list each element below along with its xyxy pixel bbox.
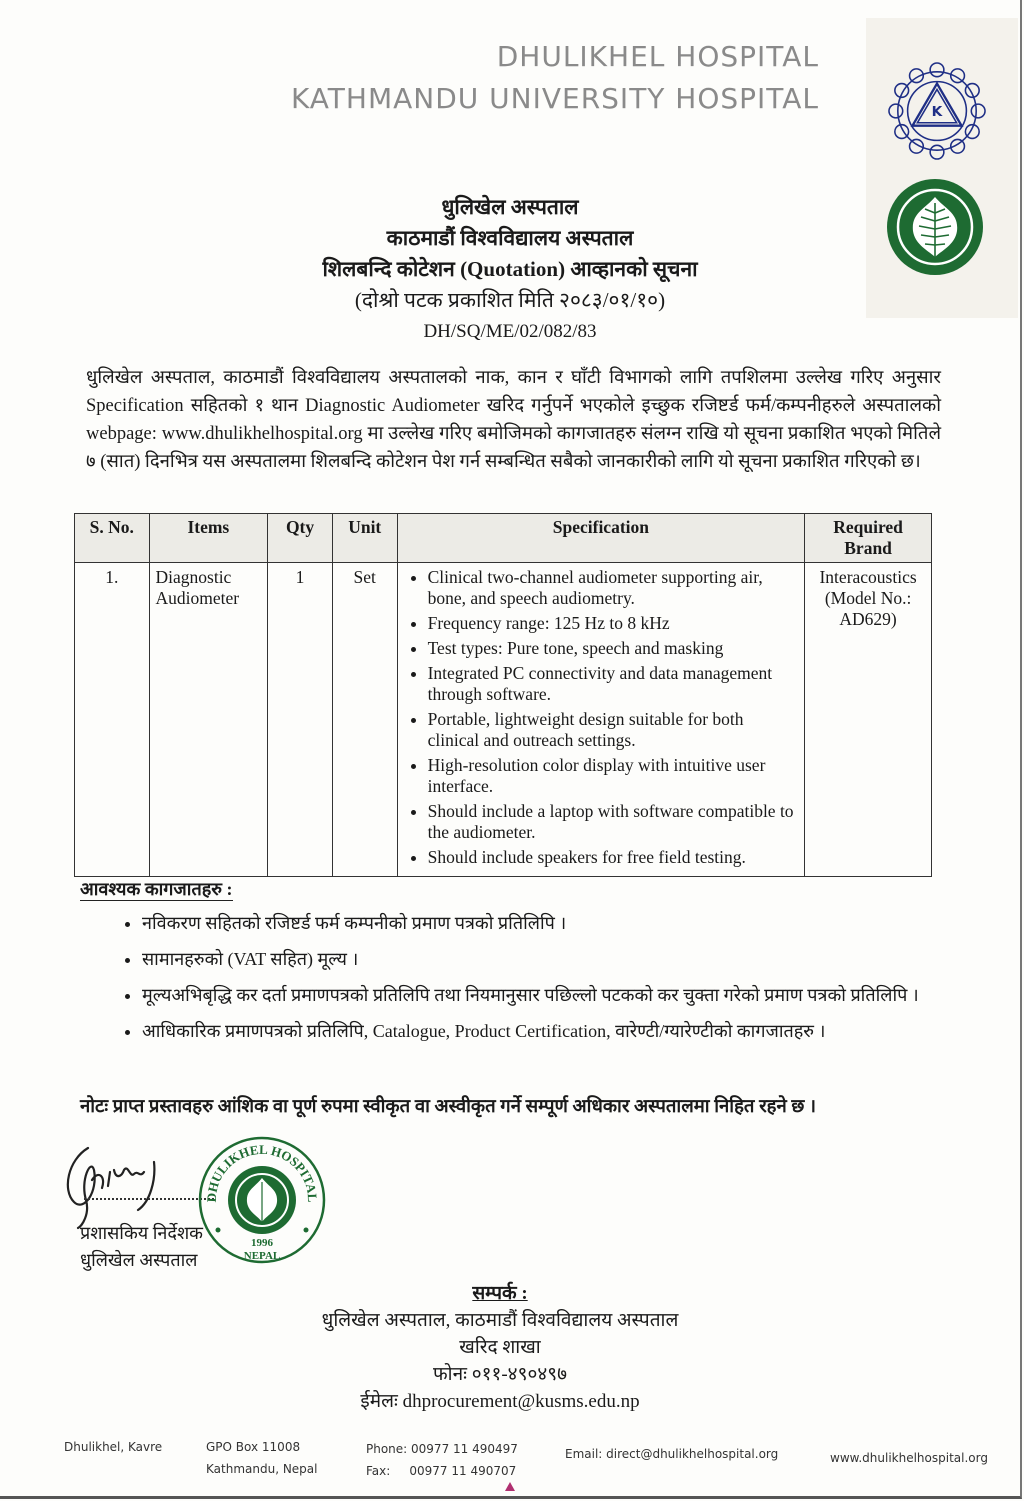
- spec-item: • Integrated PC connectivity and data management through software.: [428, 663, 799, 705]
- stamp-top-text: DHULIKHEL HOSPITAL: [203, 1141, 321, 1203]
- footer-pobox: GPO Box 11008: [206, 1440, 301, 1454]
- contact-phone: फोनः ०११-४९०४९७: [433, 1364, 567, 1385]
- table-row: [75, 563, 932, 877]
- spec-item: • Clinical two-channel audiometer supporting air, bone, and speech audiometry.: [428, 567, 799, 609]
- publication-date: (दोश्रो पटक प्रकाशित मिति २०८३/०१/१०): [354, 288, 666, 312]
- specification-table: [74, 513, 932, 877]
- hospital-stamp-icon: [196, 1134, 328, 1266]
- required-document-item: • मूल्यअभिबृद्धि कर दर्ता प्रमाणपत्रको प्रतिलिपि तथा नियमानुसार पछिल्लो पटकको कर चुक्ता गरेको प्रमाण पत्रको प्रतिलिपि ।: [142, 982, 962, 1008]
- col-header-brand: Required Brand: [805, 514, 932, 563]
- notice-title-block: [200, 192, 820, 347]
- cell-sno: 1.: [75, 563, 150, 877]
- spec-item: • Portable, lightweight design suitable for both clinical and outreach settings.: [428, 709, 799, 751]
- kathmandu-university-logo-icon: [888, 62, 986, 160]
- required-documents-list: [108, 910, 962, 1054]
- spec-item: • High-resolution color display with intuitive user interface.: [428, 755, 799, 797]
- signature-icon: [58, 1140, 198, 1230]
- required-document-item: • नविकरण सहितको रजिष्टर्ड फर्म कम्पनीको प्रमाण पत्रको प्रतिलिपि ।: [142, 910, 962, 936]
- col-header-qty: Qty: [268, 514, 333, 563]
- reference-number: DH/SQ/ME/02/082/83: [423, 321, 597, 342]
- contact-department: खरिद शाखा: [459, 1337, 541, 1358]
- col-header-specification: Specification: [397, 514, 805, 563]
- footer-website[interactable]: www.dhulikhelhospital.org: [830, 1451, 988, 1465]
- contact-title: सम्पर्क :: [472, 1283, 528, 1304]
- footer-phone: Phone: 00977 11 490497: [366, 1442, 518, 1456]
- contact-block: [260, 1280, 740, 1415]
- stamp-bottom-text: NEPAL: [243, 1250, 281, 1262]
- specification-list: [404, 567, 799, 868]
- signatory-role: प्रशासकिय निर्देशक: [80, 1223, 204, 1243]
- table-header-row: [75, 514, 932, 563]
- cell-required-brand: Interacoustics (Model No.: AD629): [805, 563, 932, 877]
- stamp-year: 1996: [251, 1237, 273, 1249]
- col-header-items: Items: [149, 514, 268, 563]
- letterhead-title: DHULIKHEL HOSPITAL: [496, 40, 819, 73]
- hospital-name-nepali: धुलिखेल अस्पताल: [441, 195, 579, 219]
- signatory-organization: धुलिखेल अस्पताल: [80, 1250, 198, 1270]
- footer-email[interactable]: Email: direct@dhulikhelhospital.org: [565, 1447, 779, 1461]
- footer-fax: Fax: 00977 11 490707: [366, 1464, 517, 1478]
- spec-item: • Frequency range: 125 Hz to 8 kHz: [428, 613, 799, 634]
- footer-city: Kathmandu, Nepal: [206, 1462, 318, 1476]
- required-documents-title: आवश्यक कागजातहरु :: [80, 879, 233, 899]
- university-name-nepali: काठमाडौं विश्वविद्यालय अस्पताल: [386, 226, 634, 250]
- footer-mark-icon: [503, 1480, 517, 1492]
- spec-item: • Should include a laptop with software compatible to the audiometer.: [428, 801, 799, 843]
- col-header-sno: S. No.: [75, 514, 150, 563]
- required-document-item: • सामानहरुको (VAT सहित) मूल्य ।: [142, 946, 962, 972]
- contact-organization: धुलिखेल अस्पताल, काठमाडौं विश्वविद्यालय अस्पताल: [321, 1310, 679, 1331]
- contact-email[interactable]: ईमेलः dhprocurement@kusms.edu.np: [360, 1391, 640, 1412]
- col-header-unit: Unit: [332, 514, 397, 563]
- spec-item: • Should include speakers for free field testing.: [428, 847, 799, 868]
- signature-line: [84, 1198, 214, 1200]
- notice-heading: शिलबन्दि कोटेशन (Quotation) आव्हानको सूचना: [322, 257, 698, 281]
- intro-paragraph: धुलिखेल अस्पताल, काठमाडौं विश्वविद्यालय अस्पतालको नाक, कान र घाँटी विभागको लागि तपशिलमा उल्लेख गरिए अनुसार Specification सहितको १ थान Diagnostic Audiometer खरिद गर्नुपर्ने भएकोले इच्छुक रजिष्टर्ड फर्म/कम्पनीहरुले अस्पतालको webpage: www.dhulikhelhospital.org मा उल्लेख गरिए बमोजिमको कागजातहरु संलग्न राखि यो सूचना प्रकाशित भएको मितिले ७ (सात) दिनभित्र यस अस्पतालमा शिलबन्दि कोटेशन पेश गर्न सम्बन्धित सबैको जानकारीको लागि यो सूचना प्रकाशित गरिएको छ।: [86, 368, 941, 472]
- letterhead-subtitle: KATHMANDU UNIVERSITY HOSPITAL: [290, 82, 819, 115]
- cell-item: Diagnostic Audiometer: [149, 563, 268, 877]
- required-document-item: • आधिकारिक प्रमाणपत्रको प्रतिलिपि, Catalogue, Product Certification, वारेण्टी/ग्यारेण्टीको कागजातहरु ।: [142, 1018, 962, 1044]
- svg-text:K: K: [931, 103, 943, 120]
- note-text: नोटः प्राप्त प्रस्तावहरु आंशिक वा पूर्ण रुपमा स्वीकृत वा अस्वीकृत गर्ने सम्पूर्ण अधिकार अस्पतालमा निहित रहने छ ।: [80, 1097, 816, 1117]
- cell-qty: 1: [268, 563, 333, 877]
- footer-location: Dhulikhel, Kavre: [64, 1440, 163, 1454]
- cell-specification: [397, 563, 805, 877]
- cell-unit: Set: [332, 563, 397, 877]
- dhulikhel-hospital-leaf-logo-icon: [885, 177, 985, 277]
- spec-item: • Test types: Pure tone, speech and masking: [428, 638, 799, 659]
